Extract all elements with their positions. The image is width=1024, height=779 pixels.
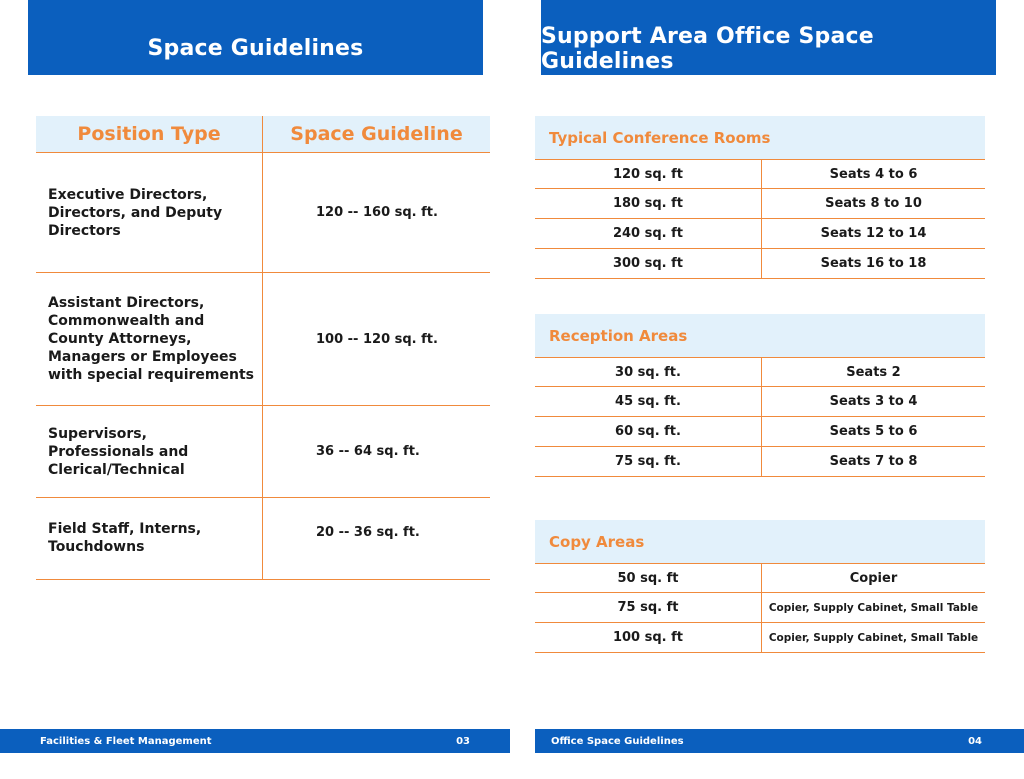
table-row (535, 563, 985, 593)
position-space-table (36, 116, 490, 580)
position-cell: Field Staff, Interns, Touchdowns (36, 498, 263, 579)
copy-areas-section (535, 520, 985, 653)
size-cell: 300 sq. ft (535, 249, 762, 278)
position-cell: Supervisors, Professionals and Clerical/Technical (36, 406, 263, 497)
right-footer (535, 729, 1024, 753)
capacity-cell: Seats 2 (846, 364, 901, 380)
table-row (36, 498, 490, 580)
size-cell: 50 sq. ft (535, 564, 762, 592)
table-row (535, 219, 985, 249)
table-row (535, 447, 985, 477)
size-cell: 45 sq. ft. (535, 387, 762, 416)
capacity-cell: Seats 5 to 6 (829, 424, 918, 439)
size-cell: 180 sq. ft (535, 189, 762, 218)
size-cell: 30 sq. ft. (535, 358, 762, 386)
left-page-title: Space Guidelines (28, 0, 483, 75)
guideline-cell: 20 -- 36 sq. ft. (316, 525, 420, 540)
header-space-guideline: Space Guideline (290, 123, 463, 145)
guideline-cell: 36 -- 64 sq. ft. (316, 444, 420, 459)
capacity-cell: Seats 16 to 18 (820, 256, 927, 271)
section-title: Reception Areas (535, 314, 985, 357)
guideline-cell: 120 -- 160 sq. ft. (316, 205, 438, 220)
position-cell: Assistant Directors, Commonwealth and County Attorneys, Managers or Employees with special requirements (36, 273, 263, 405)
table-row (535, 623, 985, 653)
capacity-cell: Seats 12 to 14 (820, 226, 927, 241)
table-row (535, 189, 985, 219)
size-cell: 120 sq. ft (535, 160, 762, 188)
section-title: Copy Areas (535, 520, 985, 563)
capacity-cell: Seats 4 to 6 (829, 166, 918, 182)
capacity-cell: Copier, Supply Cabinet, Small Table (768, 631, 979, 644)
table-row (535, 387, 985, 417)
reception-areas-section (535, 314, 985, 477)
conference-rooms-section (535, 116, 985, 279)
table-row (535, 159, 985, 189)
table-row (535, 593, 985, 623)
table-row (36, 406, 490, 498)
table-row (36, 273, 490, 406)
footer-label: Facilities & Fleet Management (40, 735, 212, 747)
table-row (36, 153, 490, 273)
footer-label: Office Space Guidelines (551, 735, 684, 747)
table-header-row (36, 116, 490, 153)
guideline-cell: 100 -- 120 sq. ft. (316, 331, 438, 347)
capacity-cell: Seats 3 to 4 (829, 394, 918, 409)
capacity-cell: Seats 7 to 8 (829, 454, 918, 469)
size-cell: 60 sq. ft. (535, 417, 762, 446)
right-page-title: Support Area Office Space Guidelines (541, 0, 996, 75)
table-row (535, 417, 985, 447)
page-number: 04 (968, 735, 982, 747)
capacity-cell: Copier, Supply Cabinet, Small Table (768, 601, 979, 614)
page-number: 03 (456, 735, 470, 747)
size-cell: 240 sq. ft (535, 219, 762, 248)
capacity-cell: Copier (849, 570, 898, 586)
section-title: Typical Conference Rooms (535, 116, 985, 159)
capacity-cell: Seats 8 to 10 (825, 196, 922, 211)
size-cell: 100 sq. ft (535, 623, 762, 652)
size-cell: 75 sq. ft. (535, 447, 762, 476)
left-footer (0, 729, 510, 753)
header-position-type: Position Type (36, 116, 263, 152)
position-cell: Executive Directors, Directors, and Deputy Directors (36, 153, 263, 272)
table-row (535, 249, 985, 279)
size-cell: 75 sq. ft (535, 593, 762, 622)
table-row (535, 357, 985, 387)
